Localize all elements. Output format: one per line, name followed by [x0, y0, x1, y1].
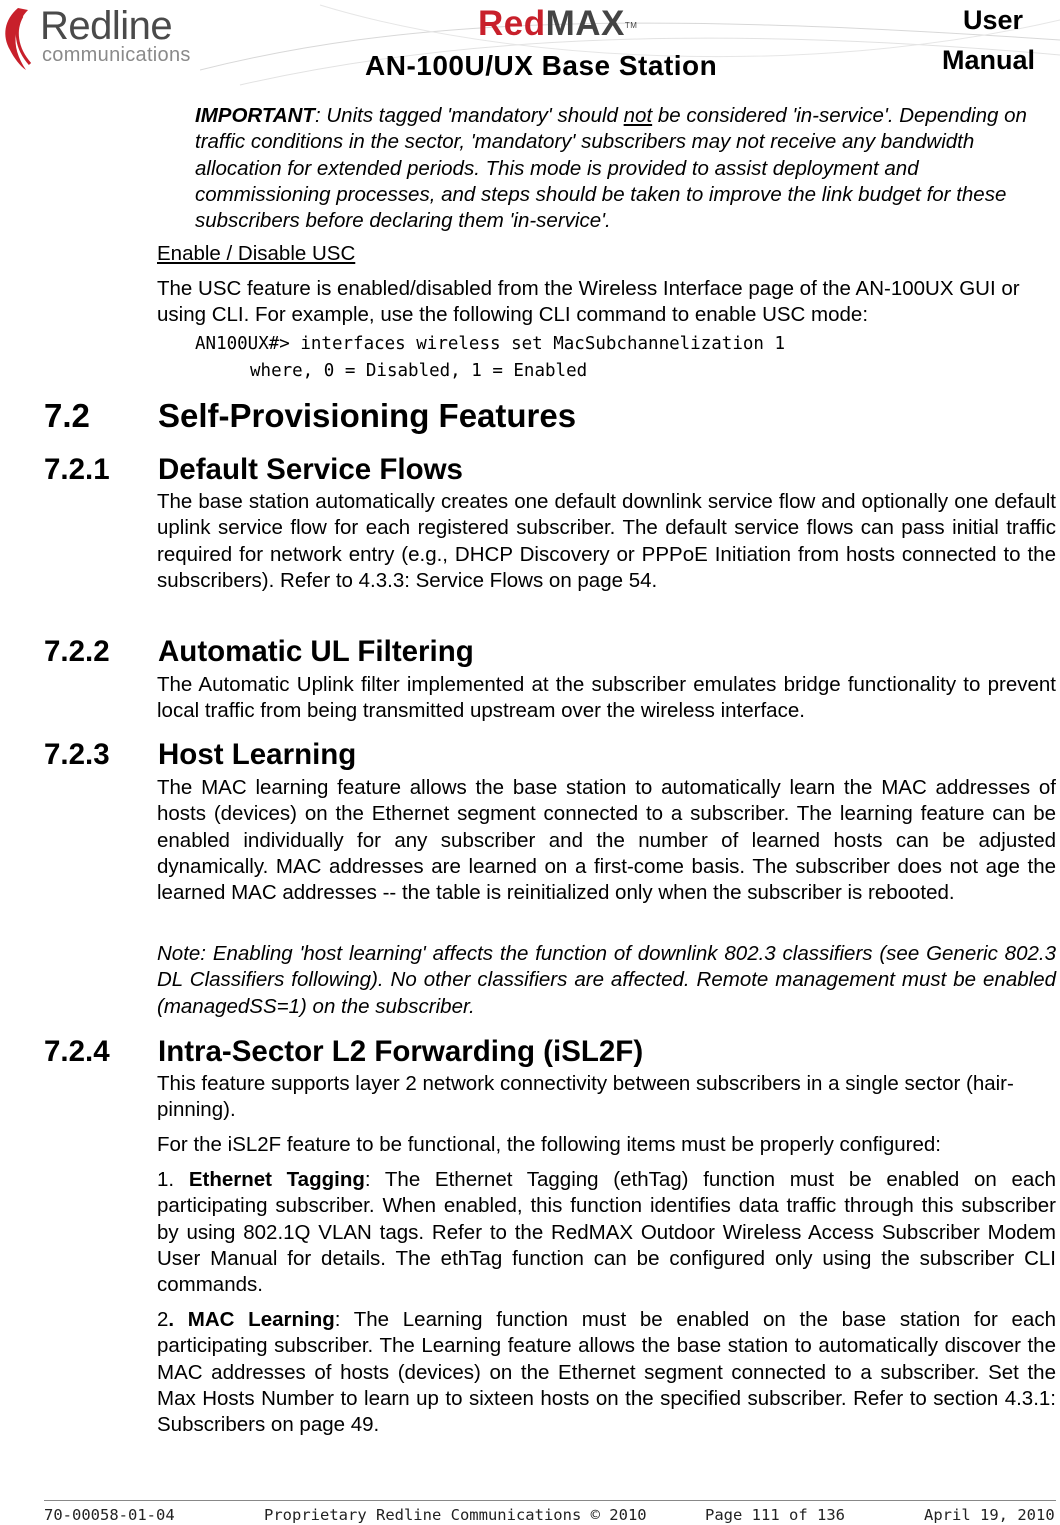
subsection-number: 7.2.3 [44, 738, 110, 771]
usc-body: The USC feature is enabled/disabled from the Wireless Interface page of the AN-100UX GUI or using CLI. For example, use the following CLI command to enable USC mode: [157, 277, 1020, 327]
redmax-brand [478, 4, 637, 44]
item-1-label: Ethernet Tagging [188, 1168, 365, 1191]
item-2-label: . MAC Learning [168, 1308, 335, 1331]
footer-doc-number: 70-00058-01-04 [44, 1506, 175, 1524]
host-learning-note: Note: Enabling 'host learning' affects the function of downlink 802.3 classifiers (see Generic 802.3 DL Classifiers following). No other classifiers are affected. Remote management must be enabled (managedSS=1) on the subscriber. [157, 942, 1056, 1018]
redline-logo-icon [0, 6, 40, 72]
isl2f-body-2: For the iSL2F feature to be functional, the following items must be properly configured: [157, 1133, 941, 1156]
subsection-title: Default Service Flows [158, 453, 463, 486]
footer-proprietary: Proprietary Redline Communications © 2010 [264, 1506, 647, 1524]
host-learning-body: The MAC learning feature allows the base station to automatically learn the MAC addresses of hosts (devices) on the Ethernet segment connected to a subscriber. The learning feature can be enabled individually for any subscriber and the number of learned hosts can be adjusted dynamically. MAC addresses are learned on a first-come basis. The subscriber does not age the learned MAC addresses -- the table is reinitialized only when the subscriber is rebooted. [157, 776, 1056, 905]
brand-max: MAX [545, 4, 625, 43]
footer-rule [44, 1500, 1056, 1501]
brand-red: Red [478, 4, 546, 43]
subsection-title: Automatic UL Filtering [158, 635, 474, 668]
product-title: AN-100U/UX Base Station [365, 50, 718, 81]
default-service-flows-body: The base station automatically creates one default downlink service flow and optionally one default uplink service flow for each registered subscriber. The default service flows can pass initial traffic required for network entry (e.g., DHCP Discovery or PPPoE Initiation from hosts connected to the subscribers). Refer to 4.3.3: Service Flows on page 54. [157, 490, 1056, 592]
isl2f-body-1: This feature supports layer 2 network connectivity between subscribers in a single sector (hair-pinning). [157, 1072, 1014, 1122]
subsection-number: 7.2.4 [44, 1035, 110, 1068]
important-label: IMPORTANT [195, 104, 315, 127]
brand-trademark: TM [624, 21, 638, 30]
ul-filtering-body: The Automatic Uplink filter implemented at the subscriber emulates bridge functionality to prevent local traffic from being transmitted upstream over the wireless interface. [157, 673, 1056, 723]
important-note: IMPORTANT: Units tagged 'mandatory' should not be considered 'in-service'. Depending on traffic conditions in the sector, 'mandatory' subscribers may not receive any bandwidth allocation for extended periods. This mode is provided to assist deployment and commissioning processes, and steps should be taken to improve the link budget for these subscribers before declaring them 'in-service'. [195, 104, 1027, 233]
subsection-number: 7.2.2 [44, 635, 110, 668]
cli-command: AN100UX#> interfaces wireless set MacSubchannelization 1 [195, 334, 786, 354]
subsection-number: 7.2.1 [44, 453, 110, 486]
footer-page: Page 111 of 136 [705, 1506, 845, 1524]
communications-logo-text: communications [42, 44, 191, 66]
section-title: Self-Provisioning Features [158, 397, 577, 434]
cli-legend: where, 0 = Disabled, 1 = Enabled [250, 361, 588, 381]
usc-subheading: Enable / Disable USC [157, 242, 356, 265]
isl2f-item-2: 2. MAC Learning: The Learning function must be enabled on the base station for each participating subscriber. The Learning feature allows the base station to automatically discover the MAC addresses of hosts (devices) on the Ethernet segment connected to a subscriber. Set the Max Hosts Number to learn up to sixteen hosts on the specified subscriber. Refer to section 4.3.1: Subscribers on page 49. [157, 1308, 1056, 1437]
header-user: User [963, 5, 1024, 35]
subsection-title: Intra-Sector L2 Forwarding (iSL2F) [158, 1035, 644, 1068]
header-manual: Manual [942, 45, 1036, 75]
not-emphasis: not [623, 104, 653, 127]
section-number: 7.2 [44, 397, 90, 434]
isl2f-item-1: 1. Ethernet Tagging: The Ethernet Tagging (ethTag) function must be enabled on each participating subscriber. When enabled, this function identifies data traffic through this subscriber by using 802.1Q VLAN tags. Refer to the RedMAX Outdoor Wireless Access Subscriber Modem User Manual for details. The ethTag function can be configured only using the subscriber CLI commands. [157, 1168, 1056, 1297]
redline-logo-text: Redline [40, 4, 173, 48]
subsection-title: Host Learning [158, 738, 357, 771]
footer-date: April 19, 2010 [924, 1506, 1055, 1524]
